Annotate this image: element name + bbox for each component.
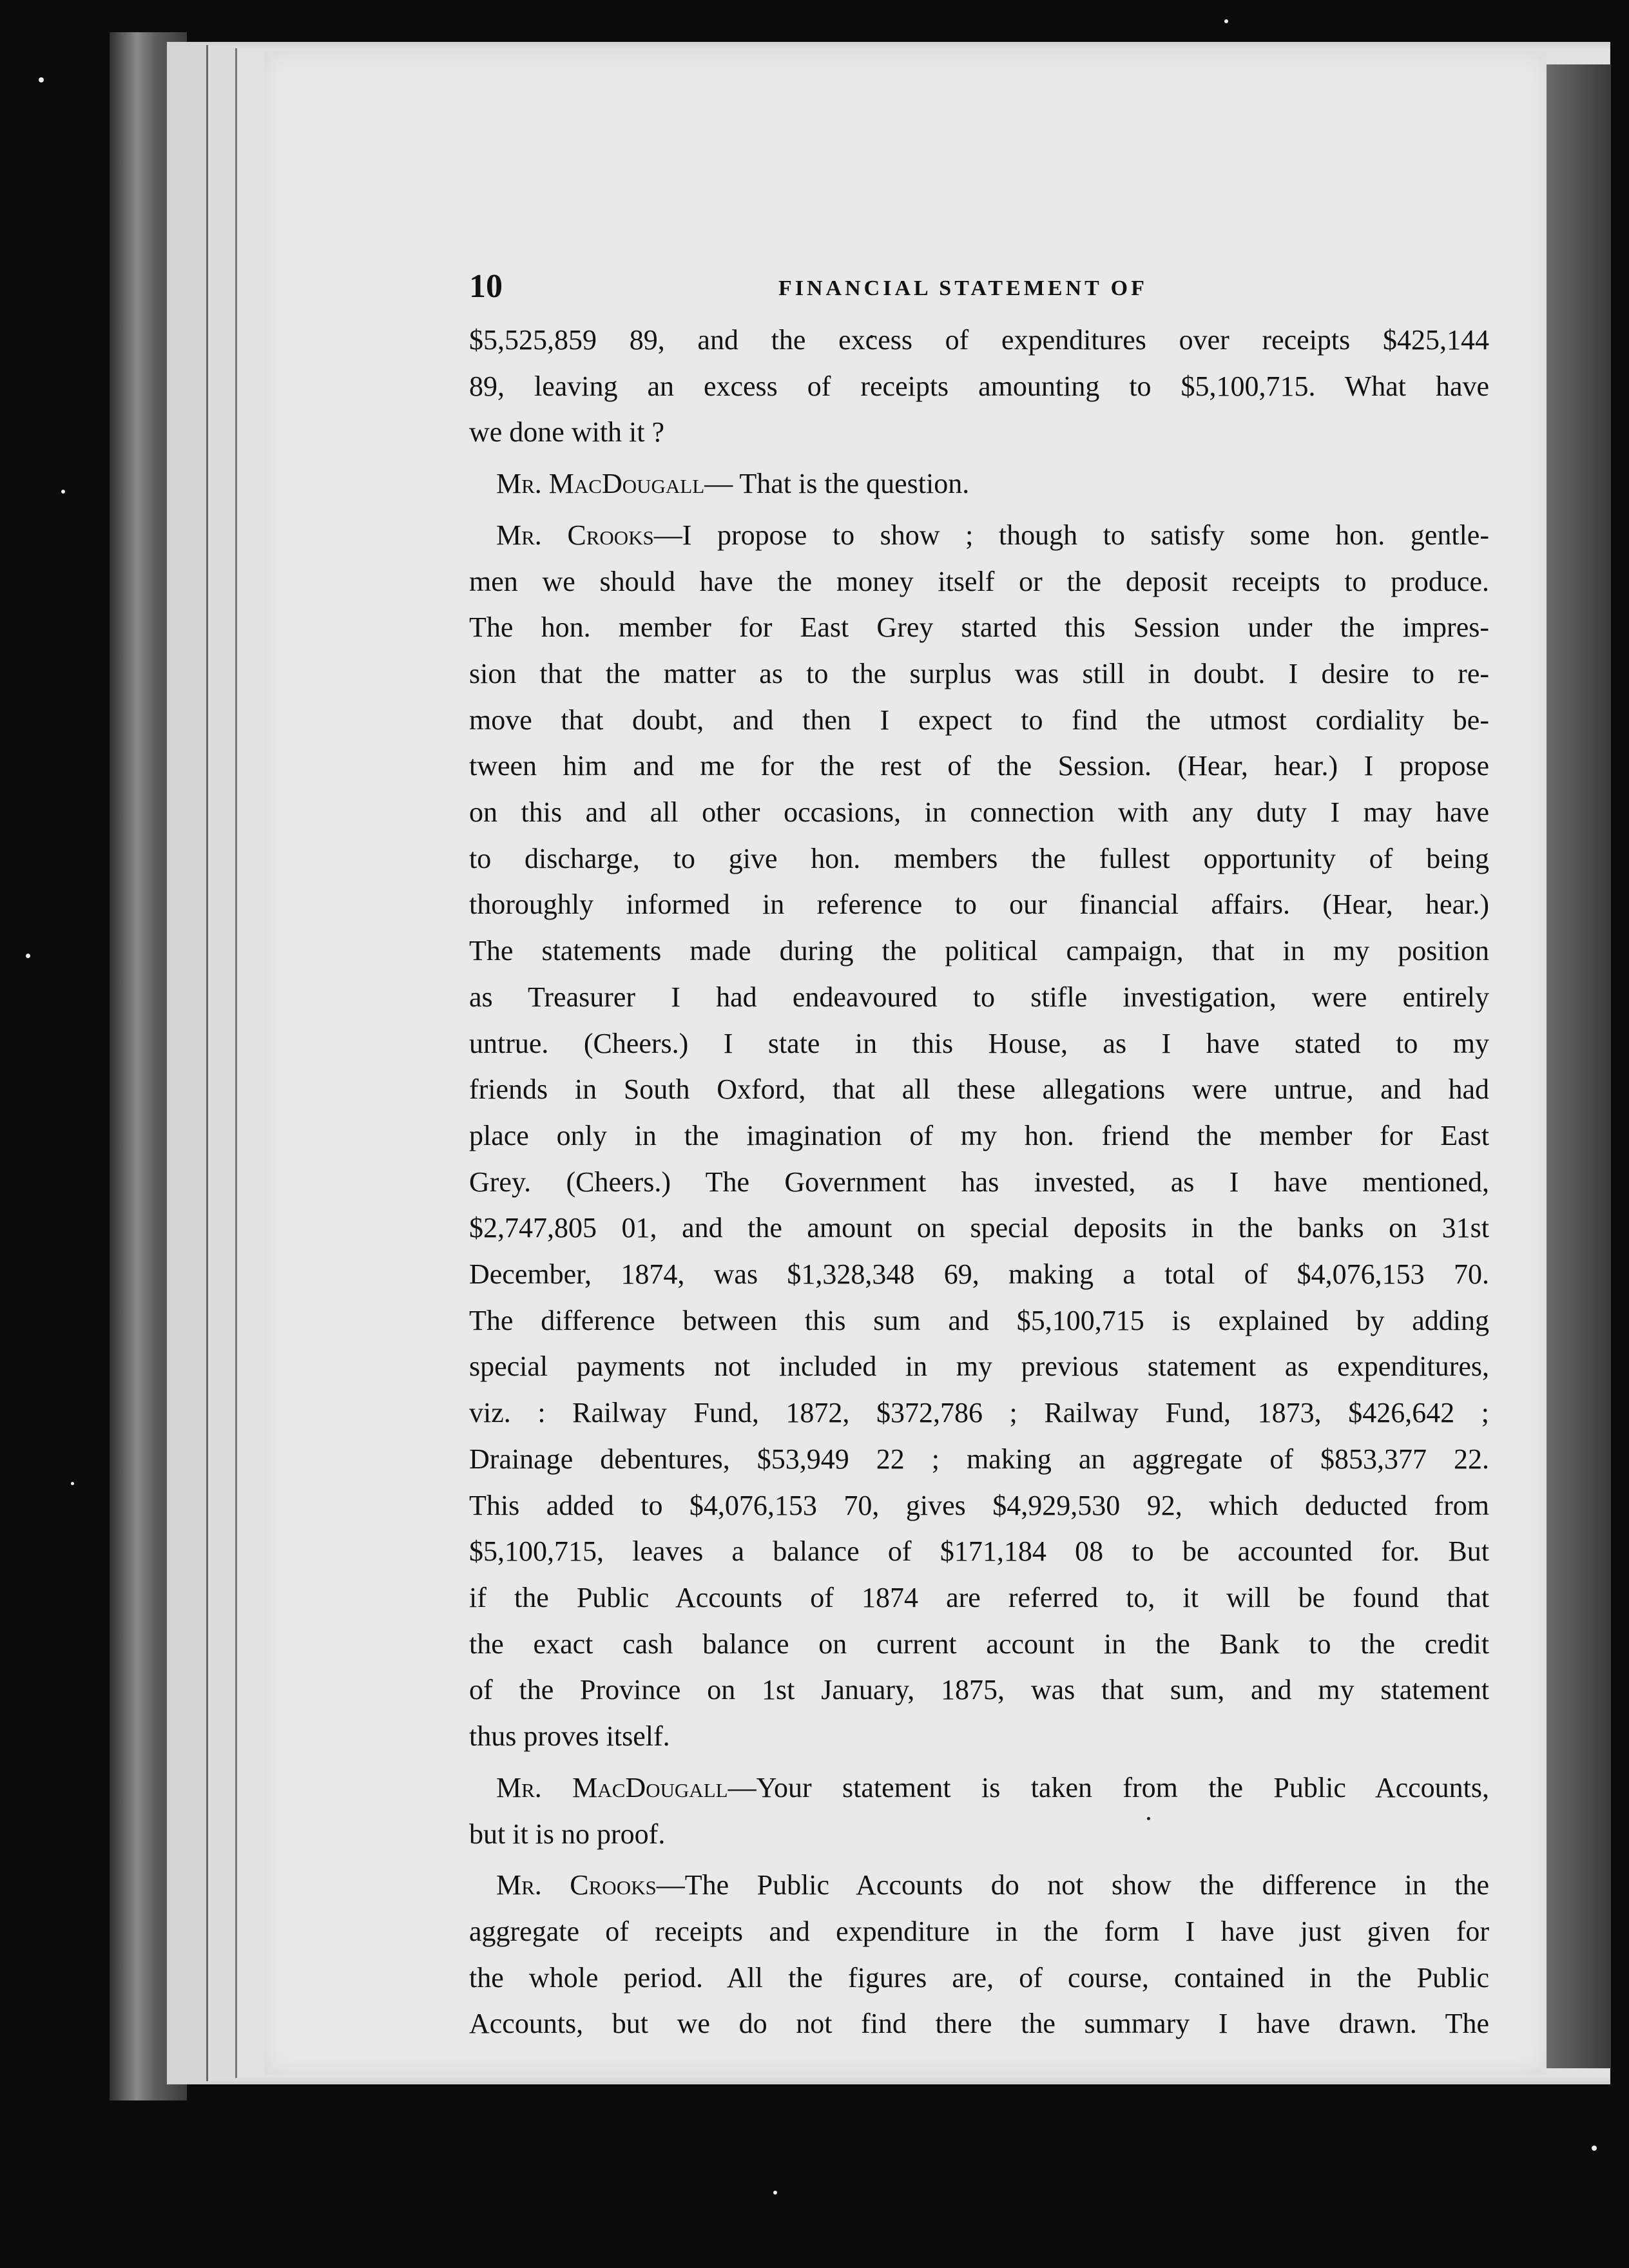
text-line: the exact cash balance on current account in the Bank to the credit bbox=[469, 1628, 1489, 1660]
text-line: tween him and me for the rest of the Session. (Hear, hear.) I propose bbox=[469, 750, 1489, 782]
scan-speck bbox=[26, 954, 30, 958]
text-line: the whole period. All the figures are, of course, contained in the Public bbox=[469, 1961, 1489, 1994]
text-line: we done with it ? bbox=[469, 416, 665, 448]
scan-speck bbox=[1592, 2146, 1597, 2151]
paragraph bbox=[469, 1765, 1489, 1857]
speech-text: —Your statement is taken from the Public Accounts, bbox=[728, 1771, 1490, 1803]
text-line: $2,747,805 01, and the amount on special deposits in the banks on 31st bbox=[469, 1212, 1489, 1244]
text-line: 89, leaving an excess of receipts amounting to $5,100,715. What have bbox=[469, 370, 1489, 402]
text-line: on this and all other occasions, in connection with any duty I may have bbox=[469, 796, 1489, 829]
scan-speck bbox=[61, 490, 65, 494]
text-line: to discharge, to give hon. members the fullest opportunity of being bbox=[469, 842, 1489, 874]
text-line: thoroughly informed in reference to our financial affairs. (Hear, hear.) bbox=[469, 889, 1489, 921]
scan-speck bbox=[71, 1482, 74, 1485]
text-line: place only in the imagination of my hon. friend the member for East bbox=[469, 1119, 1489, 1151]
text-block bbox=[469, 264, 1489, 2047]
paragraph bbox=[469, 1862, 1489, 2047]
text-line: thus proves itself. bbox=[469, 1720, 670, 1753]
speaker-name: Mr. Crooks bbox=[496, 1869, 657, 1901]
text-line: December, 1874, was $1,328,348 69, making a total of $4,076,153 70. bbox=[469, 1258, 1489, 1291]
running-head bbox=[469, 264, 1489, 309]
speaker-name: Mr. MacDougall bbox=[496, 1771, 728, 1803]
text-line bbox=[469, 512, 1489, 559]
speech-text: — That is the question. bbox=[704, 468, 970, 500]
scan-speck bbox=[773, 2191, 777, 2195]
text-line: move that doubt, and then I expect to find the utmost cordiality be- bbox=[469, 704, 1489, 736]
speech-text: —I propose to show ; though to satisfy some hon. gentle- bbox=[653, 519, 1489, 551]
paragraph bbox=[469, 512, 1489, 1760]
text-line: men we should have the money itself or the deposit receipts to produce. bbox=[469, 565, 1489, 597]
speech-text: —The Public Accounts do not show the difference in the bbox=[656, 1869, 1490, 1901]
running-head-title: FINANCIAL STATEMENT OF bbox=[778, 276, 1148, 300]
text-line: untrue. (Cheers.) I state in this House, as I have stated to my bbox=[469, 1027, 1489, 1059]
text-line: aggregate of receipts and expenditure in the form I have just given for bbox=[469, 1915, 1489, 1947]
paragraph bbox=[469, 317, 1489, 456]
text-line: special payments not included in my previous statement as expenditures, bbox=[469, 1350, 1489, 1383]
text-line bbox=[469, 1862, 1489, 1908]
text-line bbox=[469, 1765, 1489, 1811]
text-line: $5,100,715, leaves a balance of $171,184 08 to be accounted for. But bbox=[469, 1535, 1489, 1568]
text-line: viz. : Railway Fund, 1872, $372,786 ; Railway Fund, 1873, $426,642 ; bbox=[469, 1397, 1489, 1429]
text-line: Accounts, but we do not find there the summary I have drawn. The bbox=[469, 2008, 1489, 2040]
text-line: Drainage debentures, $53,949 22 ; making an aggregate of $853,377 22. bbox=[469, 1443, 1489, 1475]
text-line bbox=[469, 461, 1489, 507]
text-line: as Treasurer I had endeavoured to stifle investigation, were entirely bbox=[469, 981, 1489, 1013]
text-line: The difference between this sum and $5,100,715 is explained by adding bbox=[469, 1304, 1489, 1336]
text-line: friends in South Oxford, that all these allegations were untrue, and had bbox=[469, 1073, 1489, 1106]
page-number: 10 bbox=[469, 268, 503, 305]
text-line: The hon. member for East Grey started this Session under the impres- bbox=[469, 611, 1489, 644]
text-line: Grey. (Cheers.) The Government has invested, as I have mentioned, bbox=[469, 1166, 1489, 1198]
speaker-name: Mr. MacDougall bbox=[496, 468, 705, 500]
text-line: but it is no proof. bbox=[469, 1818, 666, 1850]
speaker-name: Mr. Crooks bbox=[496, 519, 654, 551]
scan-speck bbox=[1224, 19, 1228, 23]
text-line: The statements made during the political campaign, that in my position bbox=[469, 935, 1489, 967]
text-line: sion that the matter as to the surplus was still in doubt. I desire to re- bbox=[469, 657, 1489, 689]
text-line: of the Province on 1st January, 1875, was that sum, and my statement bbox=[469, 1674, 1489, 1706]
scan-speck bbox=[39, 77, 44, 82]
book-cover-edge bbox=[1547, 64, 1611, 2068]
text-line: $5,525,859 89, and the excess of expenditures over receipts $425,144 bbox=[469, 324, 1489, 356]
paragraph bbox=[469, 461, 1489, 507]
text-line: This added to $4,076,153 70, gives $4,929,530 92, which deducted from bbox=[469, 1489, 1489, 1521]
text-line: if the Public Accounts of 1874 are referred to, it will be found that bbox=[469, 1581, 1489, 1613]
